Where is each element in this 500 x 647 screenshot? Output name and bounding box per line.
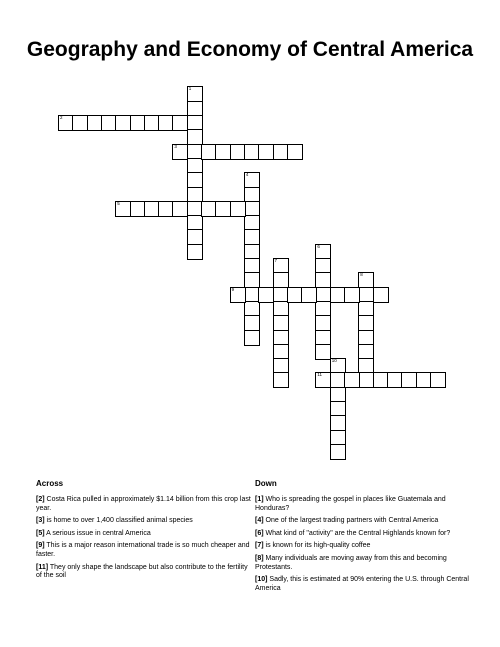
down-clue: [7] is known for its high-quality coffee — [255, 542, 371, 550]
clue-number: 6 — [317, 243, 320, 249]
crossword-cell[interactable] — [230, 287, 246, 303]
crossword-cell[interactable] — [172, 115, 188, 131]
crossword-cell[interactable] — [315, 372, 331, 388]
across-clue: [2] Costa Rica pulled in approximately $1.14 billion from this crop last year. — [36, 496, 251, 512]
crossword-cell[interactable] — [172, 144, 188, 160]
down-clue-list — [255, 496, 470, 597]
across-clue-list — [36, 496, 251, 585]
crossword-cell[interactable] — [230, 201, 246, 217]
down-clue: [10] Sadly, this is estimated at 90% entering the U.S. through Central America — [255, 576, 469, 592]
clue-number: 1 — [188, 86, 192, 92]
crossword-cell[interactable] — [430, 372, 446, 388]
across-clue: [5] A serious issue in central America — [36, 529, 151, 537]
across-clue: [11] They only shape the landscape but also contribute to the fertility of the soil — [36, 563, 248, 580]
clue-number: 5 — [117, 200, 120, 206]
down-clue: [4] One of the largest trading partners with Central America — [255, 517, 439, 525]
down-clue: [1] Who is spreading the gospel in places like Guatemala and Honduras? — [255, 496, 446, 512]
crossword-cell[interactable] — [244, 330, 260, 346]
across-heading: Across — [36, 479, 64, 488]
crossword-cell[interactable] — [258, 287, 274, 303]
clue-number: 9 — [231, 286, 235, 292]
crossword-cell[interactable] — [301, 287, 317, 303]
crossword-cell[interactable] — [287, 144, 303, 160]
clue-number: 8 — [360, 272, 363, 278]
crossword-cell[interactable] — [172, 201, 188, 217]
clue-number: 7 — [274, 258, 278, 263]
crossword-cell[interactable] — [187, 244, 203, 260]
down-clue: [8] Many individuals are moving away from this and becoming Protestants. — [255, 554, 447, 571]
down-clue: [6] What kind of "activity" are the Central Highlands known for? — [255, 529, 451, 537]
page-title: Geography and Economy of Central America — [26, 38, 474, 61]
across-clue: [9] This is a major reason international trade is so much cheaper and faster. — [36, 542, 250, 558]
crossword-cell[interactable] — [273, 372, 289, 388]
crossword-cell[interactable] — [344, 372, 360, 388]
across-clue: [3] is home to over 1,400 classified animal species — [36, 517, 193, 525]
clue-number: 11 — [317, 372, 323, 378]
crossword-cell[interactable] — [330, 444, 346, 460]
crossword-cell[interactable] — [344, 287, 360, 303]
crossword-cell[interactable] — [373, 287, 389, 303]
clue-number: 2 — [60, 115, 63, 120]
clue-number: 10 — [331, 358, 337, 364]
clue-number: 4 — [245, 172, 249, 178]
clue-number: 3 — [174, 143, 177, 149]
down-heading: Down — [255, 479, 277, 488]
